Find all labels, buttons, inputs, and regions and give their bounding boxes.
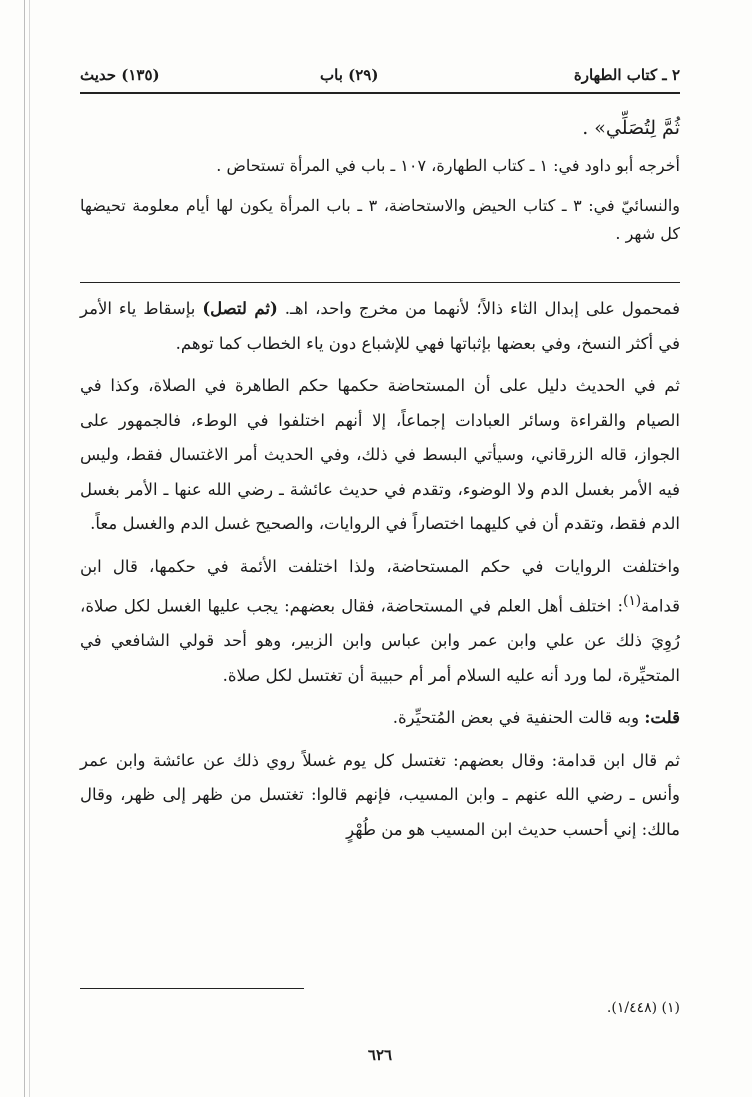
p4-keyword: قلت: xyxy=(644,708,680,727)
hadith-text-section xyxy=(80,114,680,248)
p1-text-start: فمحمول على إبدال الثاء ذالاً؛ لأنهما من مخرج واحد، اهـ. xyxy=(277,299,680,318)
page-number: ٦٢٦ xyxy=(367,1046,393,1064)
running-header xyxy=(80,66,680,90)
page-edge-line xyxy=(24,0,25,1097)
hadith-ending: ثُمَّ لِتُصَلِّي» . xyxy=(582,117,680,139)
commentary-paragraph-2: ثم في الحديث دليل على أن المستحاضة حكمها حكم الطاهرة في الصلاة، وكذا في الصيام والقراءة وسائر العبادات إجماعاً، إلا أنهم اختلفوا في الوطء، فالجمهور على الجواز، قاله الزرقاني، وسيأتي البسط في ذلك، وفي الحديث أمر الاغتسال فقط، وليس فيه الأمر بغسل الدم ولا الوضوء، وتقدم في حديث عائشة ـ رضي الله عنها ـ الأمر بغسل الدم فقط، وتقدم أن في كليهما اختصاراً في الروايات، والصحيح غسل الدم والغسل معاً. xyxy=(80,376,680,533)
footnote-marker: (١) xyxy=(623,593,642,609)
commentary-section xyxy=(80,292,680,847)
commentary-paragraph-3 xyxy=(80,550,680,694)
section-divider xyxy=(80,282,680,283)
header-bab: (٢٩) باب xyxy=(320,66,379,84)
header-chapter: ٢ ـ كتاب الطهارة xyxy=(573,66,680,84)
header-hadith-number: (١٣٥) حديث xyxy=(80,66,160,84)
footnote: (١) (١/٤٤٨). xyxy=(606,1000,680,1016)
p1-text-end: بإسقاط ياء الأمر في أكثر النسخ، وفي بعضها بإثباتها فهي للإشباع دون ياء الخطاب كما توهم. xyxy=(80,299,680,353)
commentary-paragraph-1 xyxy=(80,292,680,361)
header-rule xyxy=(80,92,680,94)
commentary-paragraph-4 xyxy=(80,701,680,736)
commentary-paragraph-5: ثم قال ابن قدامة: وقال بعضهم: تغتسل كل يوم غسلاً روي ذلك عن عائشة وابن عمر وأنس ـ رضي الله عنهم ـ وابن المسيب، فإنهم قالوا: تغتسل من ظهر إلى ظهر، وقال مالك: إني أحسب حديث ابن المسيب هو من طُهْرٍ xyxy=(80,750,680,839)
book-page xyxy=(80,60,680,1090)
p4-text: وبه قالت الحنفية في بعض المُتحيِّرة. xyxy=(392,708,645,727)
p3-text-start: واختلفت الروايات في حكم المستحاضة، ولذا اختلفت الأئمة في حكمها، قال ابن قدامة xyxy=(80,556,680,616)
footnote-rule xyxy=(80,988,304,989)
p3-text-end: : اختلف أهل العلم في المستحاضة، فقال بعضهم: يجب عليها الغسل لكل صلاة، رُوِيَ ذلك عن علي وابن عمر وابن عباس وابن الزبير، وهو أحد قولي الشافعي في المتحيِّرة، لما ورد أنه عليه السلام أمر أم حبيبة أن تغتسل لكل صلاة. xyxy=(80,596,680,685)
page-edge-line-inner xyxy=(29,0,30,1097)
takhrij-nasai: والنسائيّ في: ٣ ـ كتاب الحيض والاستحاضة، ٣ ـ باب المرأة يكون لها أيام معلومة تحيضها كل شهر . xyxy=(80,196,681,243)
p1-keyword: (ثم لتصل) xyxy=(202,299,278,318)
takhrij-abu-dawud: أخرجه أبو داود في: ١ ـ كتاب الطهارة، ١٠٧ ـ باب في المرأة تستحاض . xyxy=(216,156,680,175)
